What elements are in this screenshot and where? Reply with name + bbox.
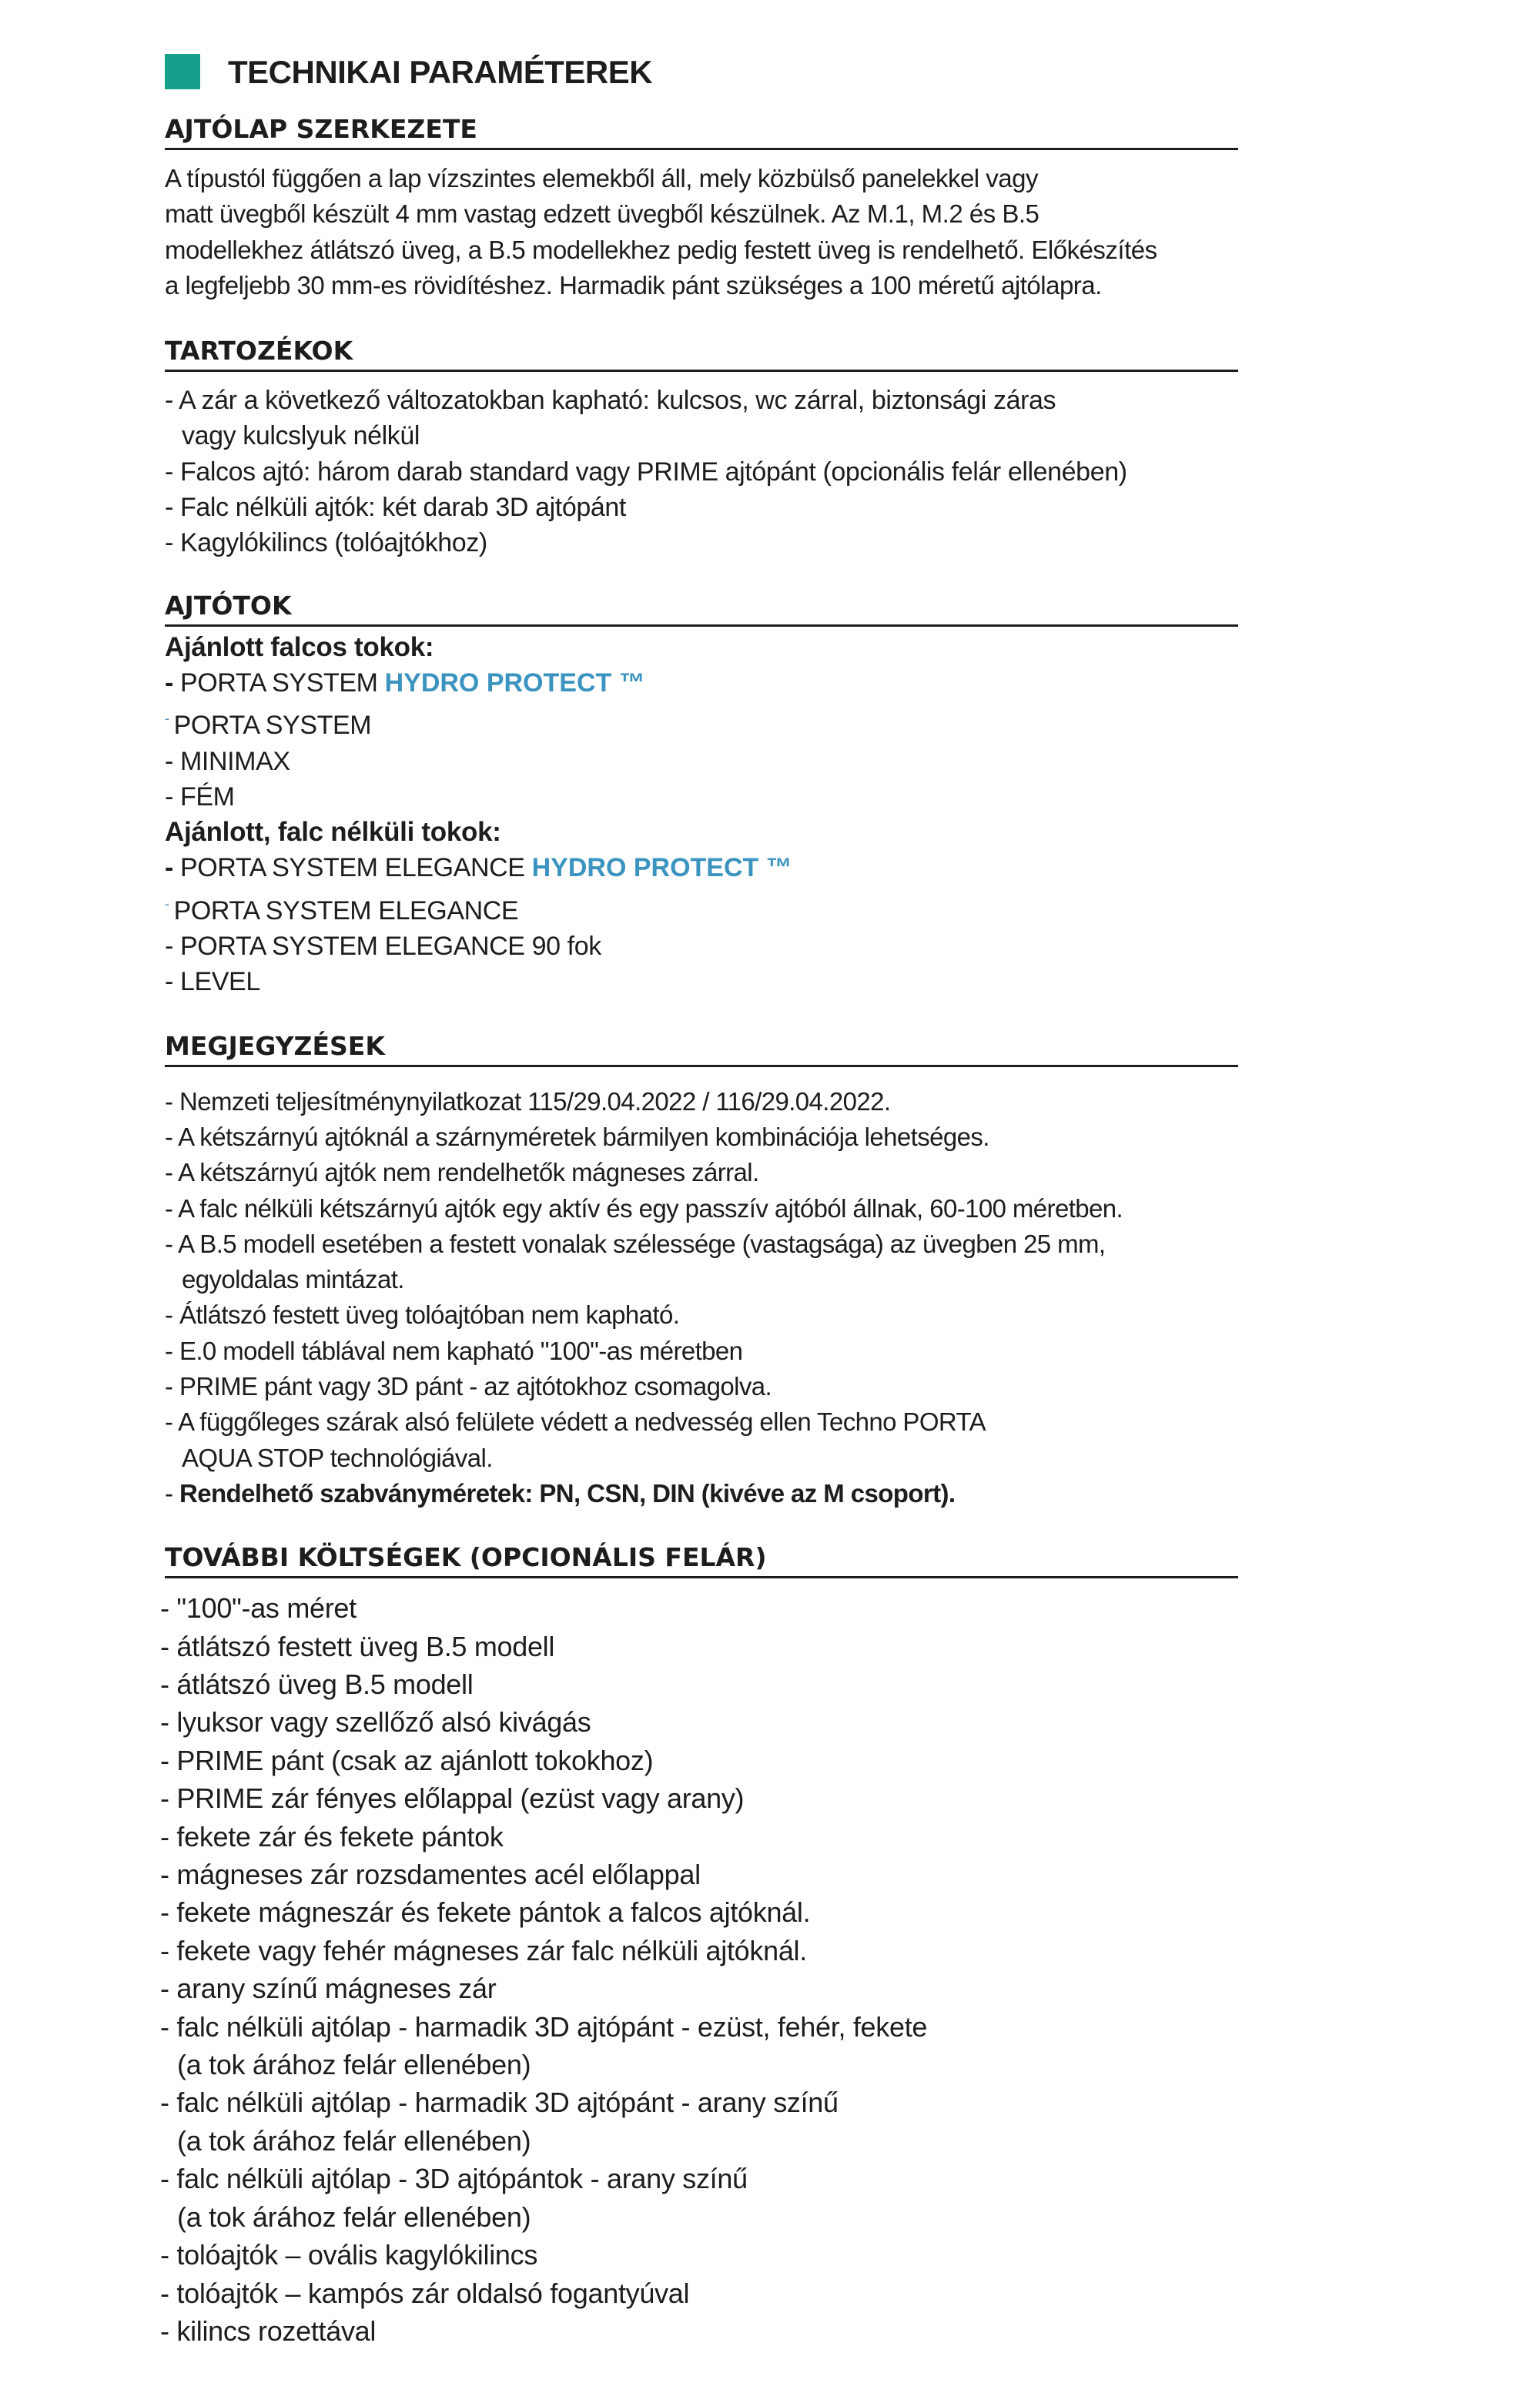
list-item (160, 2046, 1238, 2083)
list-item: - fekete vagy fehér mágneses zár falc nélküli ajtóknál. (160, 1934, 807, 1966)
section-heading: AJTÓTOK (165, 591, 1238, 627)
list-item (165, 1441, 1238, 1476)
list-item-continuation: vagy kulcslyuk nélkül (182, 421, 420, 451)
list-dash: - (165, 1478, 173, 1508)
section-heading: AJTÓLAP SZERKEZETE (165, 114, 1238, 150)
group-title-rebated: Ajánlott falcos tokok: (165, 631, 434, 662)
list-item (165, 665, 1238, 701)
hydro-protect-label: HYDRO PROTECT ™ (531, 853, 792, 883)
list-item: - Falc nélküli ajtók: két darab 3D ajtópánt (165, 493, 626, 523)
frame-name: PORTA SYSTEM (173, 711, 372, 741)
text-line: matt üvegből készült 4 mm vastag edzett üvegből készülnek. Az M.1, M.2 és B.5 (165, 199, 1040, 229)
list-item: - E.0 modell táblával nem kapható "100"-as méretben (165, 1336, 743, 1365)
list-dash: - (165, 746, 173, 776)
door-structure-text (165, 161, 1238, 303)
group-title-flush: Ajánlott, falc nélküli tokok: (165, 817, 501, 848)
list-item-continuation: egyoldalas mintázat. (182, 1265, 404, 1294)
section-notes (165, 1031, 1238, 1512)
list-item: - tolóajtók – ovális kagylókilincs (160, 2239, 538, 2271)
list-item: - lyuksor vagy szellőző alsó kivágás (160, 1706, 591, 1739)
list-item (165, 1476, 1238, 1511)
list-item (160, 2198, 1238, 2236)
list-item: - PRIME pánt vagy 3D pánt - az ajtótokhoz csomagolva. (165, 1372, 772, 1401)
list-item: - átlátszó festett üveg B.5 modell (160, 1630, 555, 1662)
frame-name: FÉM (179, 781, 235, 812)
list-item: - arany színű mágneses zár (160, 1973, 497, 2005)
list-item: - fekete mágneszár és fekete pántok a falcos ajtóknál. (160, 1896, 811, 1929)
list-dash: - (165, 781, 173, 812)
list-item: - Kagylókilincs (tolóajtókhoz) (165, 528, 487, 558)
list-item: - A függőleges szárak alsó felülete védett a nedvesség ellen Techno PORTA (165, 1407, 986, 1437)
list-item: - kilincs rozettával (160, 2314, 377, 2347)
rebated-frames-list (165, 665, 1238, 815)
accessories-list (165, 383, 1238, 561)
section-heading: TOVÁBBI KÖLTSÉGEK (OPCIONÁLIS FELÁR) (165, 1542, 1238, 1578)
list-item: - A B.5 modell esetében a festett vonalak szélessége (vastagsága) az üvegben 25 mm, (165, 1229, 1106, 1258)
list-item: - Nemzeti teljesítménynyilatkozat 115/29.04.2022 / 116/29.04.2022. (165, 1086, 891, 1116)
section-heading: TARTOZÉKOK (165, 336, 1238, 372)
list-item: - A zár a következő változatokban kapható: kulcsos, wc zárral, biztonsági záras (165, 386, 1056, 416)
list-dash: - (165, 853, 173, 883)
text-line: a legfeljebb 30 mm-es rövidítéshez. Harmadik pánt szükséges a 100 méretű ajtólapra. (165, 270, 1102, 300)
frame-name: PORTA SYSTEM ELEGANCE (179, 853, 532, 883)
technical-parameters-page (160, 52, 1243, 2350)
list-item (165, 886, 1238, 929)
list-dash: - (165, 967, 173, 997)
list-dash: - (165, 668, 173, 698)
list-item: - falc nélküli ajtólap - harmadik 3D ajtópánt - ezüst, fehér, fekete (160, 2010, 928, 2043)
list-item: - PRIME pánt (csak az ajánlott tokokhoz) (160, 1744, 654, 1776)
list-item: - fekete zár és fekete pántok (160, 1820, 504, 1852)
title-accent-square (165, 54, 200, 89)
list-dash: - (165, 932, 173, 962)
list-item (165, 1262, 1238, 1297)
hydro-protect-label: HYDRO PROTECT ™ (384, 668, 645, 698)
section-doors (165, 591, 1238, 1000)
list-dash: - (165, 895, 169, 912)
notes-list (165, 1084, 1238, 1512)
section-door-structure (165, 114, 1238, 303)
list-item-continuation: AQUA STOP technológiával. (182, 1443, 493, 1472)
list-item: - A kétszárnyú ajtóknál a szárnyméretek bármilyen kombinációja lehetséges. (165, 1122, 989, 1151)
list-item (165, 418, 1238, 453)
frame-name: PORTA SYSTEM ELEGANCE (173, 895, 519, 925)
section-accessories (165, 336, 1238, 561)
page-title: TECHNIKAI PARAMÉTEREK (228, 54, 653, 90)
standard-sizes-note: Rendelhető szabványméretek: PN, CSN, DIN (kivéve az M csoport). (179, 1478, 956, 1508)
list-item: - mágneses zár rozsdamentes acél előlappal (160, 1859, 701, 1891)
text-line: modellekhez átlátszó üveg, a B.5 modellekhez pedig festett üveg is rendelhető. Előkészítés (165, 235, 1157, 264)
list-item: - Átlátszó festett üveg tolóajtóban nem kapható. (165, 1300, 680, 1330)
list-item: - tolóajtók – kampós zár oldalsó fogantyúval (160, 2277, 690, 2309)
frame-name: MINIMAX (179, 746, 290, 776)
list-item: - "100"-as méret (160, 1592, 357, 1625)
extra-costs-list (160, 1589, 1238, 2350)
list-item-continuation: (a tok árához felár ellenében) (177, 2049, 531, 2081)
frame-name: PORTA SYSTEM (179, 668, 385, 698)
list-dash: - (165, 711, 169, 727)
frame-name: LEVEL (179, 967, 260, 997)
list-item (165, 850, 1238, 885)
list-item (165, 744, 1238, 779)
list-item: - falc nélküli ajtólap - harmadik 3D ajtópánt - arany színű (160, 2087, 839, 2119)
text-line: A típustól függően a lap vízszintes elemekből áll, mely közbülső panelekkel vagy (165, 164, 1038, 192)
frame-name: PORTA SYSTEM ELEGANCE 90 fok (179, 932, 601, 962)
list-item (165, 929, 1238, 964)
list-item (165, 964, 1238, 999)
list-item: - A kétszárnyú ajtók nem rendelhetők mágneses zárral. (165, 1158, 759, 1187)
list-item: - A falc nélküli kétszárnyú ajtók egy aktív és egy passzív ajtóból állnak, 60-100 méretben. (165, 1193, 1123, 1223)
list-item: - falc nélküli ajtólap - 3D ajtópántok - arany színű (160, 2163, 748, 2195)
section-heading: MEGJEGYZÉSEK (165, 1031, 1238, 1067)
list-item: - Falcos ajtó: három darab standard vagy PRIME ajtópánt (opcionális felár ellenében) (165, 457, 1127, 487)
main-title (165, 52, 1243, 92)
list-item-continuation: (a tok árához felár ellenében) (177, 2201, 531, 2233)
list-item (160, 2122, 1238, 2160)
list-item: - átlátszó üveg B.5 modell (160, 1668, 474, 1701)
list-item: - PRIME zár fényes előlappal (ezüst vagy arany) (160, 1782, 745, 1815)
flush-frames-list (165, 850, 1238, 999)
list-item-continuation: (a tok árához felár ellenében) (177, 2124, 531, 2157)
list-item (165, 701, 1238, 743)
section-extra-costs (160, 1542, 1238, 2350)
list-item (165, 779, 1238, 815)
